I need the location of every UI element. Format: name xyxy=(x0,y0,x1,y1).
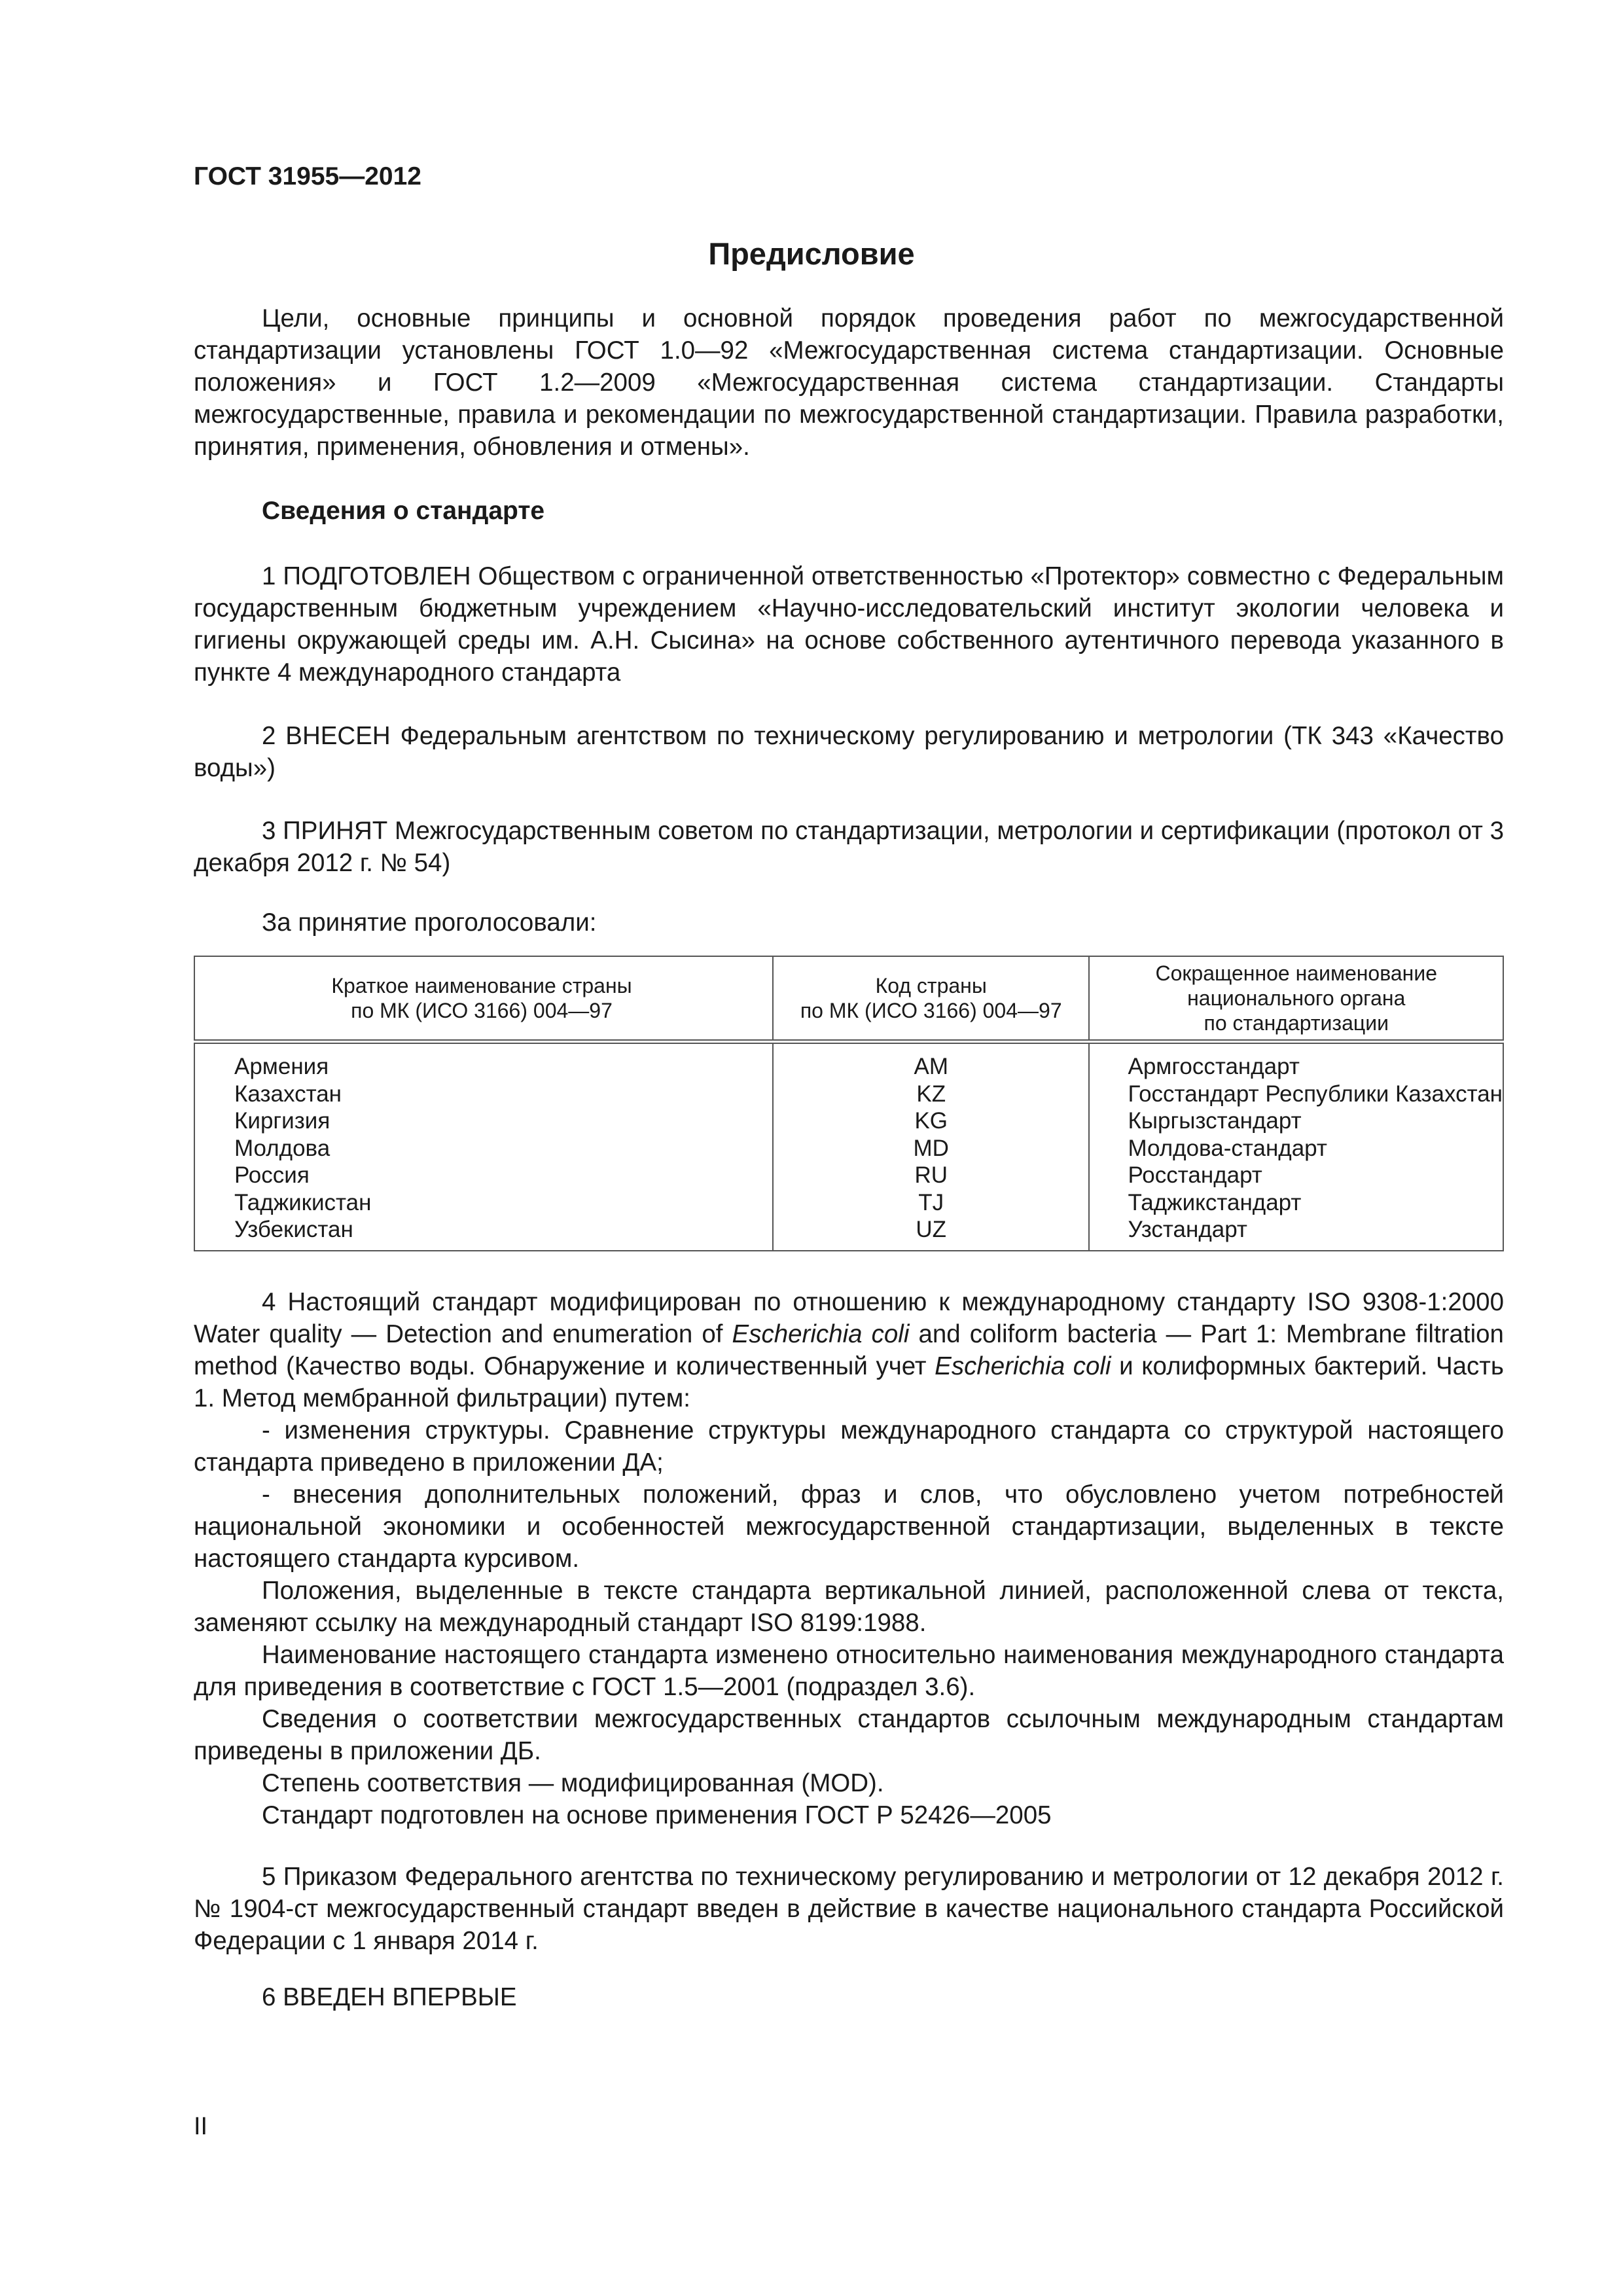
item-4-text-c: и колиформных бактерий. Часть 1. Метод мембранной фильтрации) путем: xyxy=(194,1352,1504,1412)
page-title: Предисловие xyxy=(708,236,915,271)
table-cell: RU xyxy=(914,1162,948,1188)
table-cell: Армгосстандарт xyxy=(1128,1054,1300,1079)
page-number: II xyxy=(194,2113,208,2140)
column-country-codes xyxy=(773,1042,1090,1251)
item-4-bullet-1: - изменения структуры. Сравнение структуры международного стандарта со структурой настоящего стандарта приведено в приложении ДА; xyxy=(194,1416,1504,1477)
table-cell: UZ xyxy=(916,1217,947,1242)
intro-paragraph xyxy=(194,302,1504,463)
table-header-row xyxy=(194,956,1503,1042)
item-4-para-3: Наименование настоящего стандарта изменено относительно наименования международного стандарта для приведения в соответствие с ГОСТ 1.5—2001 (подраздел 3.6). xyxy=(194,1641,1504,1701)
table-cell: MD xyxy=(913,1135,949,1161)
voting-table xyxy=(194,956,1504,1251)
table-cell: Россия xyxy=(234,1162,310,1188)
document-number: ГОСТ 31955—2012 xyxy=(194,162,421,190)
item-4-para-5: Степень соответствия — модифицированная (MOD). xyxy=(262,1769,884,1797)
item-4-species-1: Escherichia coli xyxy=(732,1320,910,1348)
table-cell: Узстандарт xyxy=(1128,1217,1247,1242)
table-cell: Армения xyxy=(234,1054,329,1079)
item-6: 6 ВВЕДЕН ВПЕРВЫЕ xyxy=(262,1983,517,2011)
item-4-bullet-2: - внесения дополнительных положений, фраз и слов, что обусловлено учетом потребностей национальной экономики и особенностей межгосударственной стандартизации, выделенных в тексте настоящего стандарта курсивом. xyxy=(194,1480,1504,1573)
item-4-para-6: Стандарт подготовлен на основе применения ГОСТ Р 52426—2005 xyxy=(262,1801,1052,1829)
item-2 xyxy=(194,720,1504,784)
item-2-text: 2 ВНЕСЕН Федеральным агентством по техническому регулированию и метрологии (ТК 343 «Качество воды») xyxy=(194,722,1504,782)
info-heading: Сведения о стандарте xyxy=(262,497,545,525)
item-4-para-4: Сведения о соответствии межгосударственных стандартов ссылочным международным стандартам приведены в приложении ДБ. xyxy=(194,1705,1504,1765)
table-cell: Росстандарт xyxy=(1128,1162,1262,1188)
table-cell: AM xyxy=(914,1054,948,1079)
item-4-text-a: 4 Настоящий стандарт модифицирован по отношению к международному стандарту ISO 9308-1:2000 Water quality — Detection and enumeration of xyxy=(194,1288,1504,1348)
item-5-text: 5 Приказом Федерального агентства по техническому регулированию и метрологии от 12 декабря 2012 г. № 1904-ст межгосударственный стандарт введен в действие в качестве национального стандарта Российской Федерации с 1 января 2014 г. xyxy=(194,1863,1504,1955)
header-standards-body-line1: Сокращенное наименование национального органа xyxy=(1155,961,1437,1010)
header-standards-body-line2: по стандартизации xyxy=(1204,1011,1389,1035)
table-cell: KZ xyxy=(916,1081,946,1107)
table-cell: Молдова xyxy=(234,1135,330,1161)
table-cell: Узбекистан xyxy=(234,1217,353,1242)
table-cell: Кыргызстандарт xyxy=(1128,1108,1302,1134)
voted-label: За принятие проголосовали: xyxy=(262,908,597,937)
header-country-name-line2: по МК (ИСО 3166) 004—97 xyxy=(351,999,613,1022)
header-standards-body xyxy=(1089,956,1503,1042)
table-cell: Госстандарт Республики Казахстан xyxy=(1128,1081,1503,1107)
table-cell: Таджикистан xyxy=(234,1189,372,1215)
header-country-name xyxy=(194,956,773,1042)
header-country-code-line2: по МК (ИСО 3166) 004—97 xyxy=(800,999,1062,1022)
header-country-code xyxy=(773,956,1090,1042)
item-1 xyxy=(194,560,1504,689)
item-4-species-2: Escherichia coli xyxy=(935,1352,1111,1380)
item-3 xyxy=(194,815,1504,879)
item-4 xyxy=(194,1286,1504,1831)
table-body xyxy=(194,1042,1503,1251)
column-standards-bodies xyxy=(1089,1042,1503,1251)
item-4-text-b: and coliform bacteria — Part 1: Membrane filtration method (Качество воды. Обнаружение и количественный учет xyxy=(194,1320,1504,1380)
item-1-text: 1 ПОДГОТОВЛЕН Обществом с ограниченной ответственностью «Протектор» совместно с Федеральным государственным бюджетным учреждением «Научно-исследовательский институт экологии человека и гигиены окружающей среды им. А.Н. Сысина» на основе собственного аутентичного перевода указанного в пункте 4 международного стандарта xyxy=(194,562,1504,687)
header-country-code-line1: Код страны xyxy=(875,974,987,997)
item-3-text: 3 ПРИНЯТ Межгосударственным советом по стандартизации, метрологии и сертификации (протокол от 3 декабря 2012 г. № 54) xyxy=(194,817,1504,877)
item-4-para-2: Положения, выделенные в тексте стандарта вертикальной линией, расположенной слева от текста, заменяют ссылку на международный стандарт ISO 8199:1988. xyxy=(194,1577,1504,1637)
table-cell: KG xyxy=(914,1108,948,1134)
table-cell: Казахстан xyxy=(234,1081,342,1107)
table-cell: Таджикстандарт xyxy=(1128,1189,1302,1215)
header-country-name-line1: Краткое наименование страны xyxy=(331,974,632,997)
table-cell: Молдова-стандарт xyxy=(1128,1135,1327,1161)
table-cell: TJ xyxy=(918,1189,944,1215)
table-cell: Киргизия xyxy=(234,1108,330,1134)
item-5 xyxy=(194,1861,1504,1957)
item-4-lead xyxy=(194,1286,1504,1414)
intro-text: Цели, основные принципы и основной порядок проведения работ по межгосударственной стандартизации установлены ГОСТ 1.0—92 «Межгосударственная система стандартизации. Основные положения» и ГОСТ 1.2—2009 «Межгосударственная система стандартизации. Стандарты межгосударственные, правила и рекомендации по межгосударственной стандартизации. Правила разработки, принятия, применения, обновления и отмены». xyxy=(194,304,1504,461)
column-country-names xyxy=(194,1042,773,1251)
